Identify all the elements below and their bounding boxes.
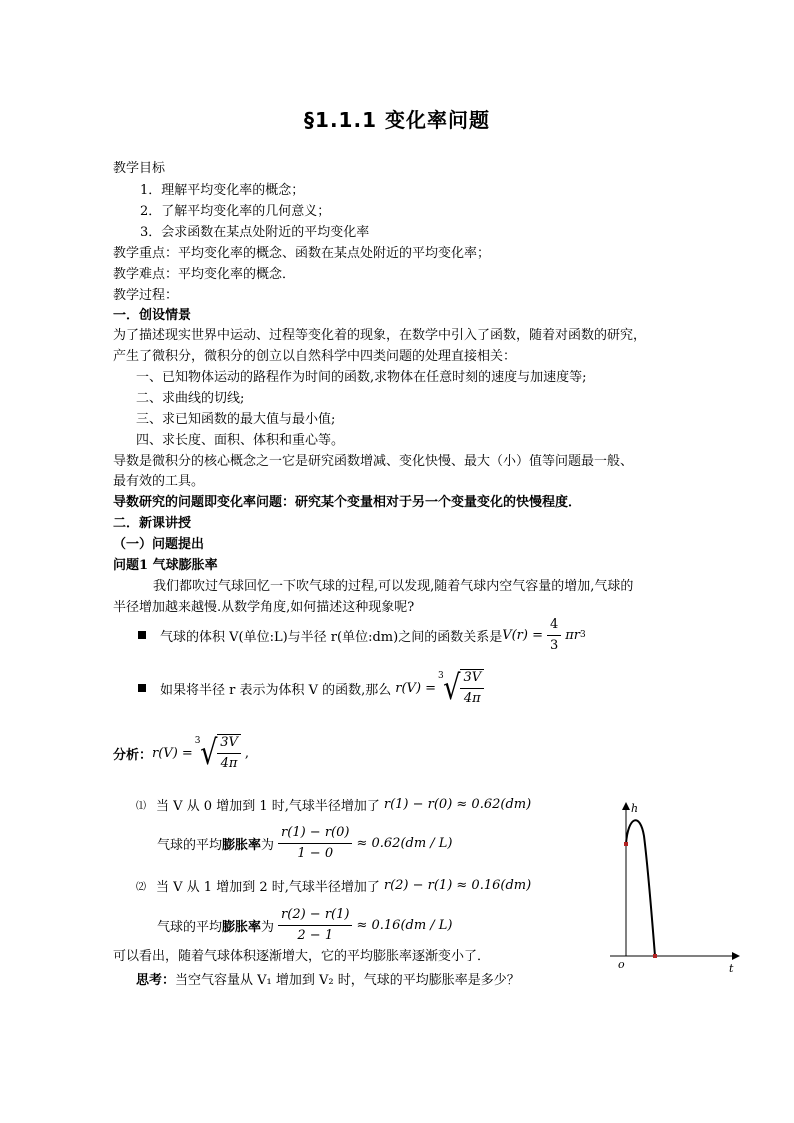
derivative-line-2: 最有效的工具。 [113, 474, 205, 489]
fraction-denominator: 4π [463, 691, 481, 706]
analysis-formula-left: r(V) = [152, 745, 193, 761]
radicand-fraction [460, 670, 484, 707]
radical-icon: √ [199, 733, 218, 773]
radicand [460, 669, 484, 707]
problem-item-2: 二、求曲线的切线; [136, 391, 245, 406]
start-marker [624, 842, 628, 846]
step-1-fraction [278, 825, 352, 862]
goal-item-3: 3．会求函数在某点处附近的平均变化率 [140, 225, 370, 240]
conclusion: 可以看出，随着气球体积逐渐增大，它的平均膨胀率逐渐变小了． [113, 949, 491, 964]
bullet-icon [138, 631, 146, 639]
bullet-radius-formula [138, 666, 484, 710]
bullet-1-formula-right: πr [565, 627, 581, 643]
fraction-denominator: 3 [549, 637, 559, 653]
radical-icon: √ [442, 668, 461, 708]
goals-heading: 教学目标 [113, 161, 166, 176]
section-2-heading: 二．新课讲授 [113, 516, 192, 531]
research-line: 导数研究的问题即变化率问题：研究某个变量相对于另一个变量变化的快慢程度． [113, 495, 582, 510]
problem-1-line-2: 半径增加越来越慢.从数学角度,如何描述这种现象呢? [113, 600, 415, 615]
step-1-text: 当 V 从 0 增加到 1 时,气球半径增加了 [156, 798, 380, 814]
step-1-rate-suffix: 为 [261, 837, 275, 853]
analysis-tail: , [244, 745, 250, 761]
step-1-rate-bold: 膨胀率 [222, 837, 262, 853]
problem-item-4: 四、求长度、面积、体积和重心等。 [136, 433, 345, 448]
fraction-numerator: 3V [460, 670, 484, 689]
step-1-formula: r(1) − r(0) ≈ 0.62(dm) [383, 796, 532, 812]
radicand-fraction [217, 735, 241, 772]
page-title: §1.1.1 变化率问题 [304, 108, 490, 132]
goal-item-2: 2．了解平均变化率的几何意义； [140, 204, 331, 219]
bullet-1-formula-left: V(r) = [502, 627, 543, 643]
problem-item-1: 一、已知物体运动的路程作为时间的函数,求物体在任意时刻的速度与加速度等; [136, 370, 587, 385]
step-1-rate-prefix: 气球的平均 [157, 837, 223, 853]
origin-label: o [618, 958, 625, 971]
subsection-1-heading: （一）问题提出 [113, 537, 205, 552]
step-2-text: 当 V 从 1 增加到 2 时,气球半径增加了 [156, 879, 380, 895]
goal-item-1: 1．理解平均变化率的概念； [140, 183, 305, 198]
step-2-rate-suffix: 为 [261, 919, 275, 935]
key-point: 教学重点：平均变化率的概念、函数在某点处附近的平均变化率； [113, 246, 491, 261]
step-2-fraction [278, 907, 352, 944]
bullet-icon [138, 684, 146, 692]
step-2-result: ≈ 0.16(dm / L) [356, 917, 453, 933]
section-1-heading: 一．创设情景 [113, 308, 192, 323]
root-index: 3 [194, 736, 201, 746]
problem-1-title: 问题1 气球膨胀率 [113, 558, 218, 573]
think-text: 当空气容量从 V₁ 增加到 V₂ 时，气球的平均膨胀率是多少？ [175, 973, 520, 988]
problem-1-line-1: 我们都吹过气球回忆一下吹气球的过程,可以发现,随着气球内空气容量的增加,气球的 [153, 579, 634, 594]
step-2-increase [136, 874, 531, 896]
step-2-rate-bold: 膨胀率 [222, 919, 262, 935]
step-1-marker: ⑴ [136, 800, 146, 812]
fraction-denominator: 4π [220, 756, 238, 771]
analysis-formula [113, 729, 249, 777]
trajectory-curve [626, 820, 655, 956]
think-label: 思考： [136, 973, 176, 988]
end-marker [653, 954, 657, 958]
bullet-1-text: 气球的体积 V(单位:L)与半径 r(单位:dm)之间的函数关系是 [160, 629, 503, 645]
step-1-rate [157, 822, 453, 864]
intro-line-1: 为了描述现实世界中运动、过程等变化着的现象，在数学中引入了函数，随着对函数的研究， [113, 328, 647, 343]
x-axis-label: t [729, 962, 734, 975]
fraction-numerator: 3V [217, 735, 241, 754]
fraction-numerator: 4 [547, 617, 561, 636]
bullet-2-formula-left: r(V) = [395, 680, 437, 696]
radicand [217, 734, 241, 772]
step-1-increase [136, 793, 531, 815]
fraction-numerator: r(2) − r(1) [278, 907, 352, 926]
step-2-formula: r(2) − r(1) ≈ 0.16(dm) [383, 877, 532, 893]
difficulty: 教学难点：平均变化率的概念． [113, 267, 296, 282]
y-axis-label: h [631, 802, 639, 815]
derivative-line-1: 导数是微积分的核心概念之一它是研究函数增减、变化快慢、最大（小）值等问题最一般、 [113, 454, 634, 469]
step-2-rate [157, 904, 453, 946]
problem-item-3: 三、求已知函数的最大值与最小值; [136, 412, 336, 427]
exponent: 3 [580, 630, 586, 640]
analysis-label: 分析： [113, 747, 153, 763]
fraction-numerator: r(1) − r(0) [278, 825, 352, 844]
bullet-1-fraction [547, 617, 561, 654]
process-label: 教学过程： [113, 288, 179, 303]
cube-root [438, 669, 484, 707]
think-question [136, 972, 520, 990]
height-time-graph [606, 798, 746, 978]
root-index: 3 [438, 671, 444, 681]
cube-root [195, 734, 241, 772]
bullet-2-text: 如果将半径 r 表示为体积 V 的函数,那么 [160, 682, 392, 698]
step-2-rate-prefix: 气球的平均 [157, 919, 223, 935]
step-2-marker: ⑵ [136, 881, 146, 893]
fraction-denominator: 1 − 0 [297, 845, 334, 861]
step-1-result: ≈ 0.62(dm / L) [356, 835, 453, 851]
bullet-volume-formula [138, 615, 586, 655]
fraction-denominator: 2 − 1 [297, 927, 334, 943]
intro-line-2: 产生了微积分，微积分的创立以自然科学中四类问题的处理直接相关： [113, 349, 517, 364]
